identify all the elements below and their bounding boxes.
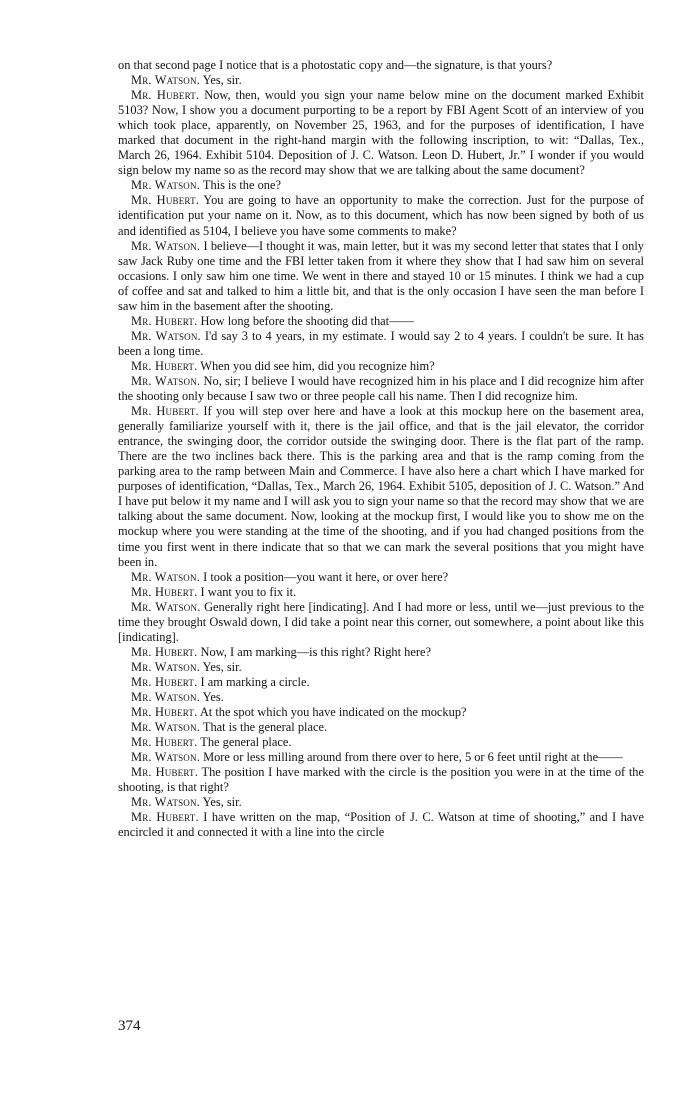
speaker-label: Mr. Watson. [131, 373, 201, 388]
speech-text: Now, I am marking—is this right? Right here? [197, 644, 431, 659]
testimony-paragraph [118, 178, 644, 193]
speech-text: I am marking a circle. [197, 674, 310, 689]
speech-text: I took a position—you want it here, or over here? [200, 569, 449, 584]
speech-text: Yes, sir. [200, 659, 242, 674]
testimony-paragraph [118, 73, 644, 88]
speaker-label: Mr. Watson. [131, 73, 200, 88]
speaker-label: Mr. Hubert. [131, 644, 198, 659]
testimony-paragraph [118, 720, 644, 735]
speaker-label: Mr. Watson. [131, 750, 200, 765]
testimony-paragraph [118, 795, 644, 810]
testimony-paragraph [118, 705, 644, 720]
speech-text: I'd say 3 to 4 years, in my estimate. I would say 2 to 4 years. I couldn't be sure. It has been a long time. [118, 328, 644, 358]
speaker-label: Mr. Watson. [131, 689, 200, 704]
page-number: 374 [118, 1018, 141, 1034]
testimony-paragraph [118, 660, 644, 675]
opening-paragraph: on that second page I notice that is a photostatic copy and—the signature, is that yours? [118, 58, 553, 72]
speech-text: I want you to fix it. [197, 584, 297, 599]
speaker-label: Mr. Hubert. [131, 735, 198, 750]
speaker-label: Mr. Hubert. [131, 88, 200, 103]
speech-text: Yes, sir. [200, 73, 242, 88]
testimony-paragraph [118, 810, 644, 840]
document-page [118, 58, 644, 840]
speech-text: Generally right here [indicating]. And I had more or less, until we—just previous to the time they brought Oswald down, I did take a point near this corner, out somewhere, a point about like this [indicating]. [118, 599, 644, 644]
speaker-label: Mr. Hubert. [131, 193, 200, 208]
speaker-label: Mr. Watson. [131, 328, 201, 343]
testimony-paragraph [118, 585, 644, 600]
speaker-label: Mr. Watson. [131, 659, 200, 674]
speech-text: More or less milling around from there over to here, 5 or 6 feet until right at the—— [200, 750, 623, 765]
speaker-label: Mr. Hubert. [131, 674, 198, 689]
speaker-label: Mr. Watson. [131, 795, 200, 810]
testimony-paragraph [118, 374, 644, 404]
speech-text: No, sir; I believe I would have recognized him in his place and I did recognize him after the shooting only because I saw two or three people call his name. Then I did recognize him. [118, 373, 644, 404]
testimony-paragraph [118, 765, 644, 795]
speech-text: Yes, sir. [200, 795, 242, 810]
speech-text: If you will step over here and have a look at this mockup here on the basement area, generally familiarize yourself with it, there is the jail office, and that is the jail elevator, the corridor entrance, the swinging door, the corridor outside the swinging door. There is the flat part of the ramp. There are the two inclines back there. This is the parking area and that is the ramp coming from the parking area to the ramp between Main and Commerce. I have also here a chart which I have marked for purposes of identification, “Dallas, Tex., March 26, 1964. Exhibit 5105, deposition of J. C. Watson.” And I have put below it my name and I will ask you to sign your name so that the record may show that we are talking about the same document. Now, looking at the mockup first, I would like you to show me on the mockup where you were standing at the time of the shooting, and if you had changed positions from the time you first went in there indicate that so that we can mark the several positions that you might have been in. [118, 404, 645, 569]
speaker-label: Mr. Hubert. [131, 810, 199, 825]
speech-text: This is the one? [200, 178, 281, 193]
testimony-paragraph [118, 239, 644, 314]
speaker-label: Mr. Hubert. [131, 313, 198, 328]
testimony-paragraph [118, 359, 644, 374]
speech-text: When you did see him, did you recognize him? [197, 358, 435, 373]
speaker-label: Mr. Hubert. [131, 705, 198, 720]
speaker-label: Mr. Watson. [131, 599, 201, 614]
testimony-paragraph [118, 675, 644, 690]
speech-text: I believe—I thought it was, main letter, but it was my second letter that states that I only saw Jack Ruby one time and the FBI letter taken from it where they show that I had saw him on several occasions. I only saw him one time. We went in there and stayed 10 or 15 minutes. I think we had a cup of coffee and sat and talked to him a little bit, and that is the only occasion I have seen the man before I saw him in the basement after the shooting. [118, 238, 644, 313]
testimony-paragraph [118, 314, 644, 329]
speaker-label: Mr. Watson. [131, 720, 200, 735]
speech-text: You are going to have an opportunity to make the correction. Just for the purpose of identification put your name on it. Now, as to this document, which has now been signed by both of us and identified as 5104, I believe you have some comments to make? [118, 193, 645, 238]
speech-text: That is the general place. [200, 720, 328, 735]
testimony-paragraph [118, 329, 644, 359]
testimony-paragraph [118, 88, 644, 178]
speech-text: Yes. [200, 689, 224, 704]
testimony-body [118, 73, 644, 840]
speech-text: At the spot which you have indicated on the mockup? [197, 705, 467, 720]
speaker-label: Mr. Watson. [131, 178, 200, 193]
speaker-label: Mr. Hubert. [131, 404, 199, 419]
testimony-paragraph [118, 690, 644, 705]
speaker-label: Mr. Watson. [131, 238, 201, 253]
testimony-paragraph [118, 570, 644, 585]
testimony-paragraph [118, 600, 644, 645]
speaker-label: Mr. Watson. [131, 569, 200, 584]
speaker-label: Mr. Hubert. [131, 765, 199, 780]
speech-text: How long before the shooting did that—— [197, 313, 414, 328]
testimony-paragraph [118, 750, 644, 765]
testimony-paragraph [118, 193, 644, 238]
testimony-paragraph [118, 404, 644, 570]
speech-text: I have written on the map, “Position of J. C. Watson at time of shooting,” and I have encircled it and connected it with a line into the circle [118, 810, 645, 840]
speech-text: The general place. [197, 735, 292, 750]
speaker-label: Mr. Hubert. [131, 584, 198, 599]
testimony-paragraph [118, 735, 644, 750]
speaker-label: Mr. Hubert. [131, 358, 198, 373]
testimony-paragraph [118, 645, 644, 660]
speech-text: The position I have marked with the circle is the position you were in at the time of the shooting, is that right? [118, 765, 645, 795]
speech-text: Now, then, would you sign your name below mine on the document marked Exhibit 5103? Now, I show you a document purporting to be a report by FBI Agent Scott of an interview of you which took place, apparently, on November 25, 1963, and for the purposes of identification, I have marked that document in the right-hand margin with the following inscription, to wit: “Dallas, Tex., March 26, 1964. Exhibit 5104. Deposition of J. C. Watson. Leon D. Hubert, Jr.” I wonder if you would sign below my name so as the record may show that we are talking about the same document? [118, 88, 645, 178]
